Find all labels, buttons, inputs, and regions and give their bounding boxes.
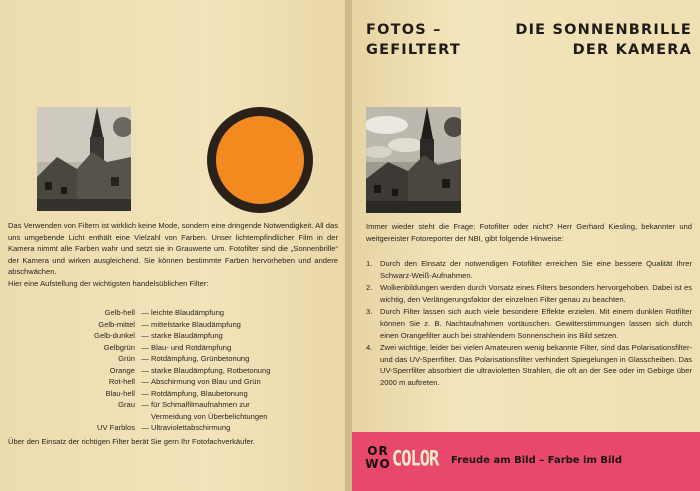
right-page bbox=[352, 0, 700, 491]
filter-name: UV Farblos bbox=[97, 423, 135, 432]
filter-row bbox=[8, 307, 338, 319]
filter-row bbox=[8, 399, 338, 411]
orwo-logo-top: OR bbox=[367, 444, 389, 458]
right-intro-text bbox=[366, 221, 692, 244]
tip-item bbox=[366, 342, 692, 388]
filter-desc: starke Blaudämpfung bbox=[151, 331, 223, 340]
filter-row bbox=[8, 365, 338, 377]
filter-dash: — bbox=[141, 365, 149, 375]
filter-dash: — bbox=[141, 342, 149, 352]
filter-name: Gelb-hell bbox=[104, 308, 135, 317]
filter-dash: — bbox=[141, 423, 149, 432]
left-title-line2: DER KAMERA bbox=[572, 42, 692, 58]
filter-name: Orange bbox=[109, 365, 135, 375]
filter-desc: Abschirmung von Blau und Grün bbox=[151, 377, 261, 386]
tip-text: Wolkenbildungen werden durch Vorsatz eines Filters besonders hervorgehoben. Dabei ist es wichtig, den Verlängerungsfaktor der einzelnen Filter genau zu beachten. bbox=[380, 283, 692, 304]
tip-number: 3. bbox=[366, 307, 373, 317]
tip-item bbox=[366, 282, 692, 305]
right-title-line2: GEFILTERT bbox=[366, 42, 461, 58]
filter-name: Gelbgrün bbox=[103, 342, 135, 352]
tip-number: 4. bbox=[366, 343, 373, 353]
filter-dash: — bbox=[141, 400, 149, 409]
filter-desc: für Schmalfilmaufnahmen zur bbox=[151, 400, 250, 409]
filter-row bbox=[8, 353, 338, 365]
filter-row bbox=[8, 330, 338, 342]
filter-list-intro: Hier eine Aufstellung der wichtigsten handelsüblichen Filter: bbox=[8, 278, 209, 288]
filter-dash: — bbox=[141, 354, 149, 363]
filter-row-continuation bbox=[8, 411, 338, 423]
tip-text: Durch Filter lassen sich auch viele besondere Effekte erzielen. Mit einem dunklen Rotfilter können Sie z. B. Nachtaufnahmen vortäuschen. Gewitterstimmungen lassen sich durch einen Orangefilter auch bei strahlendem Sonnenschein ins Bild setzen. bbox=[380, 307, 692, 340]
right-intro-paragraph: Immer wieder steht die Frage: Fotofilter oder nicht? Herr Gerhard Kiesling, bekannter und weitgereister Fotoreporter der NBI, gibt folgende Hinweise: bbox=[366, 222, 692, 243]
orwo-logo bbox=[364, 445, 392, 475]
color-wordmark: COLOR bbox=[392, 446, 439, 472]
filter-dash: — bbox=[141, 331, 149, 340]
banner-slogan: Freude am Bild – Farbe im Bild bbox=[451, 455, 623, 466]
church-photo-unfiltered bbox=[37, 107, 131, 211]
tip-text: Durch den Einsatz der notwendigen Fotofilter erreichen Sie eine bessere Qualität Ihrer Schwarz-Weiß-Aufnahmen. bbox=[380, 259, 692, 280]
filter-list bbox=[8, 307, 338, 434]
filter-name: Rot-hell bbox=[108, 377, 135, 386]
left-outro-text: Über den Einsatz der richtigen Filter berät Sie gern Ihr Fotofachverkäufer. bbox=[8, 437, 255, 446]
right-title-line1: FOTOS – bbox=[366, 22, 442, 38]
filter-row bbox=[8, 388, 338, 400]
filter-dash: — bbox=[141, 319, 149, 329]
tip-text: Zwei wichtige, leider bei vielen Amateuren wenig bekannte Filter, sind das Polarisationsfilter- und das UV-Sperrfilter. Das Polarisationsfilter verhindert Spiegelungen in Glasscheiben. Das UV-Sperrfilter absorbiert die ultravioletten Strahlen, die oft an der See oder im Gebirge über 2000 m auftreten. bbox=[380, 343, 692, 387]
filter-desc: mittelstarke Blaudämpfung bbox=[151, 319, 241, 329]
left-title-line1: DIE SONNENBRILLE bbox=[515, 22, 692, 38]
orwo-color-banner bbox=[352, 432, 700, 491]
church-photo-filtered bbox=[366, 107, 461, 213]
tip-number: 2. bbox=[366, 283, 373, 293]
left-intro-text bbox=[8, 220, 338, 290]
filter-desc: starke Blaudämpfung, Rotbetonung bbox=[151, 365, 271, 375]
filter-desc: Blau- und Rotdämpfung bbox=[151, 342, 232, 352]
filter-desc: Rotdämpfung, Blaubetonung bbox=[151, 388, 248, 398]
filter-row bbox=[8, 422, 338, 434]
filter-desc: Ultraviolettabschirmung bbox=[151, 423, 231, 432]
right-page-title bbox=[366, 20, 461, 60]
filter-name: Gelb-dunkel bbox=[94, 331, 135, 340]
tip-number: 1. bbox=[366, 259, 373, 268]
filter-name: Grün bbox=[118, 354, 135, 363]
filter-desc: Rotdämpfung, Grünbetonung bbox=[151, 354, 250, 363]
filter-desc: leichte Blaudämpfung bbox=[151, 308, 225, 317]
tip-item bbox=[366, 306, 692, 341]
filter-name: Grau bbox=[118, 400, 135, 409]
filter-dash: — bbox=[141, 377, 149, 386]
filter-row bbox=[8, 376, 338, 388]
filter-dash: — bbox=[141, 388, 149, 398]
filter-row bbox=[8, 319, 338, 331]
filter-desc: Vermeidung von Überbelichtungen bbox=[151, 411, 268, 421]
orange-filter-disc bbox=[207, 107, 313, 213]
left-page-title bbox=[515, 20, 692, 60]
filter-name: Gelb-mittel bbox=[98, 319, 135, 329]
tip-item bbox=[366, 258, 692, 281]
left-intro-paragraph: Das Verwenden von Filtern ist wirklich keine Mode, sondern eine dringende Notwendigkeit. All das uns umgebende Licht enthält eine Vielzahl von Farben. Unser lichtempfindlicher Film in der Kamera nimmt alle Farben wahr und setzt sie in Grauwerte um. Fotofilter sind die „Sonnenbrille“ der Kamera und wirken ausgleichend. Sie können bestimmte Farben hervorheben und andere abschwächen. bbox=[8, 221, 338, 277]
filter-row bbox=[8, 342, 338, 354]
filter-name: Blau-hell bbox=[105, 388, 135, 398]
filter-dash: — bbox=[141, 308, 149, 317]
tips-list bbox=[366, 258, 692, 390]
orwo-logo-bottom: WO bbox=[365, 457, 391, 471]
